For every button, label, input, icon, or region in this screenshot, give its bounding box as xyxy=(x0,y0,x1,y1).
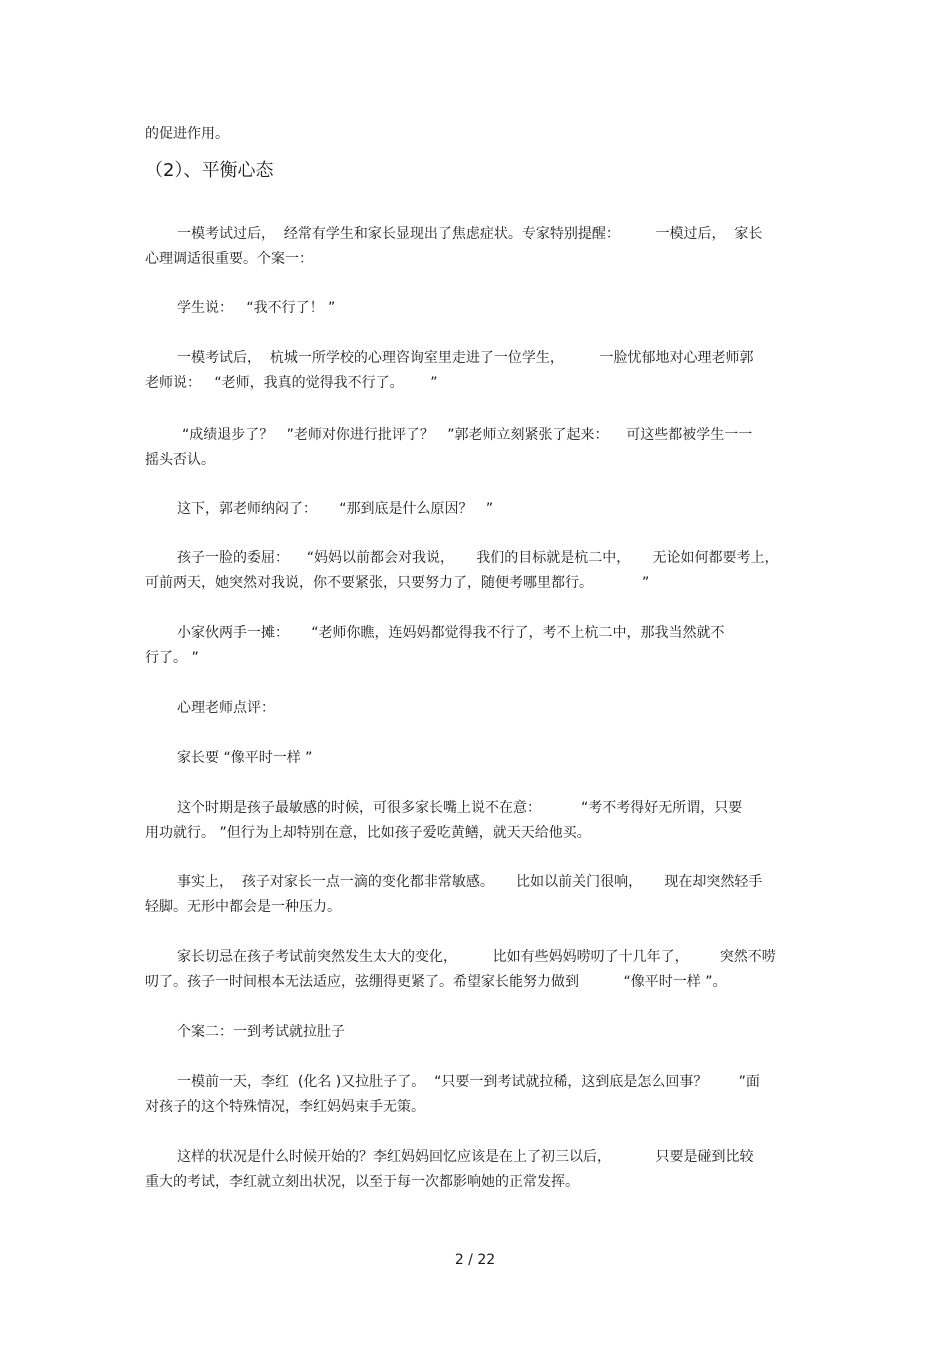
text-line: 老师说： “老师，我真的觉得我不行了。 ” xyxy=(145,375,438,391)
text-line: 一模考试后， 杭城一所学校的心理咨询室里走进了一位学生， 一脸忧郁地对心理老师郭 xyxy=(177,350,754,366)
text-line: 家长要 “像平时一样 ” xyxy=(177,750,313,766)
text-line: 用功就行。 ”但行为上却特别在意，比如孩子爱吃黄鳝，就天天给他买。 xyxy=(145,825,591,841)
text-line: 家长切忌在孩子考试前突然发生太大的变化， 比如有些妈妈唠叨了十几年了， 突然不唠 xyxy=(177,949,776,965)
text-line: 小家伙两手一摊： “老师你瞧，连妈妈都觉得我不行了，考不上杭二中，那我当然就不 xyxy=(177,625,725,641)
text-line: 这个时期是孩子最敏感的时候，可很多家长嘴上说不在意： “考不考得好无所谓，只要 xyxy=(177,800,743,816)
text-line: 学生说： “我不行了！ ” xyxy=(177,300,336,316)
text-line: “成绩退步了？ ”老师对你进行批评了？ ”郭老师立刻紧张了起来： 可这些都被学生一一 xyxy=(182,427,753,443)
page-number: 2 / 22 xyxy=(454,1252,496,1268)
text-line: 一模考试过后， 经常有学生和家长显现出了焦虑症状。专家特别提醒： 一模过后， 家长 xyxy=(177,226,763,242)
text-line: 轻脚。无形中都会是一种压力。 xyxy=(145,899,341,915)
text-line: 一模前一天，李红 (化名 )又拉肚子了。 “只要一到考试就拉稀，这到底是怎么回事？ ”面 xyxy=(177,1074,760,1090)
text-line: 对孩子的这个特殊情况，李红妈妈束手无策。 xyxy=(145,1099,425,1115)
text-line: 的促进作用。 xyxy=(145,126,229,142)
text-line: 这样的状况是什么时候开始的？李红妈妈回忆应该是在上了初三以后， 只要是碰到比较 xyxy=(177,1149,754,1165)
text-line: 行了。 ” xyxy=(145,650,199,666)
text-line: 可前两天，她突然对我说，你不要紧张，只要努力了，随便考哪里都行。 ” xyxy=(145,575,650,591)
text-line: 这下，郭老师纳闷了： “那到底是什么原因？ ” xyxy=(177,501,494,517)
text-line: 事实上， 孩子对家长一点一滴的变化都非常敏感。 比如以前关门很响， 现在却突然轻手 xyxy=(177,874,763,890)
text-line: 心理调适很重要。个案一： xyxy=(145,251,313,267)
text-line: 摇头否认。 xyxy=(145,452,215,468)
text-line: 心理老师点评： xyxy=(177,700,275,716)
text-line: 重大的考试，李红就立刻出状况，以至于每一次都影响她的正常发挥。 xyxy=(145,1174,579,1190)
text-line: 个案二：一到考试就拉肚子 xyxy=(177,1024,345,1040)
text-line: 孩子一脸的委屈： “妈妈以前都会对我说， 我们的目标就是杭二中， 无论如何都要考上， xyxy=(177,550,779,566)
text-line: 叨了。孩子一时间根本无法适应，弦绷得更紧了。希望家长能努力做到 “像平时一样 ”。 xyxy=(145,974,727,990)
section-heading: （2）、平衡心态 xyxy=(145,160,274,181)
